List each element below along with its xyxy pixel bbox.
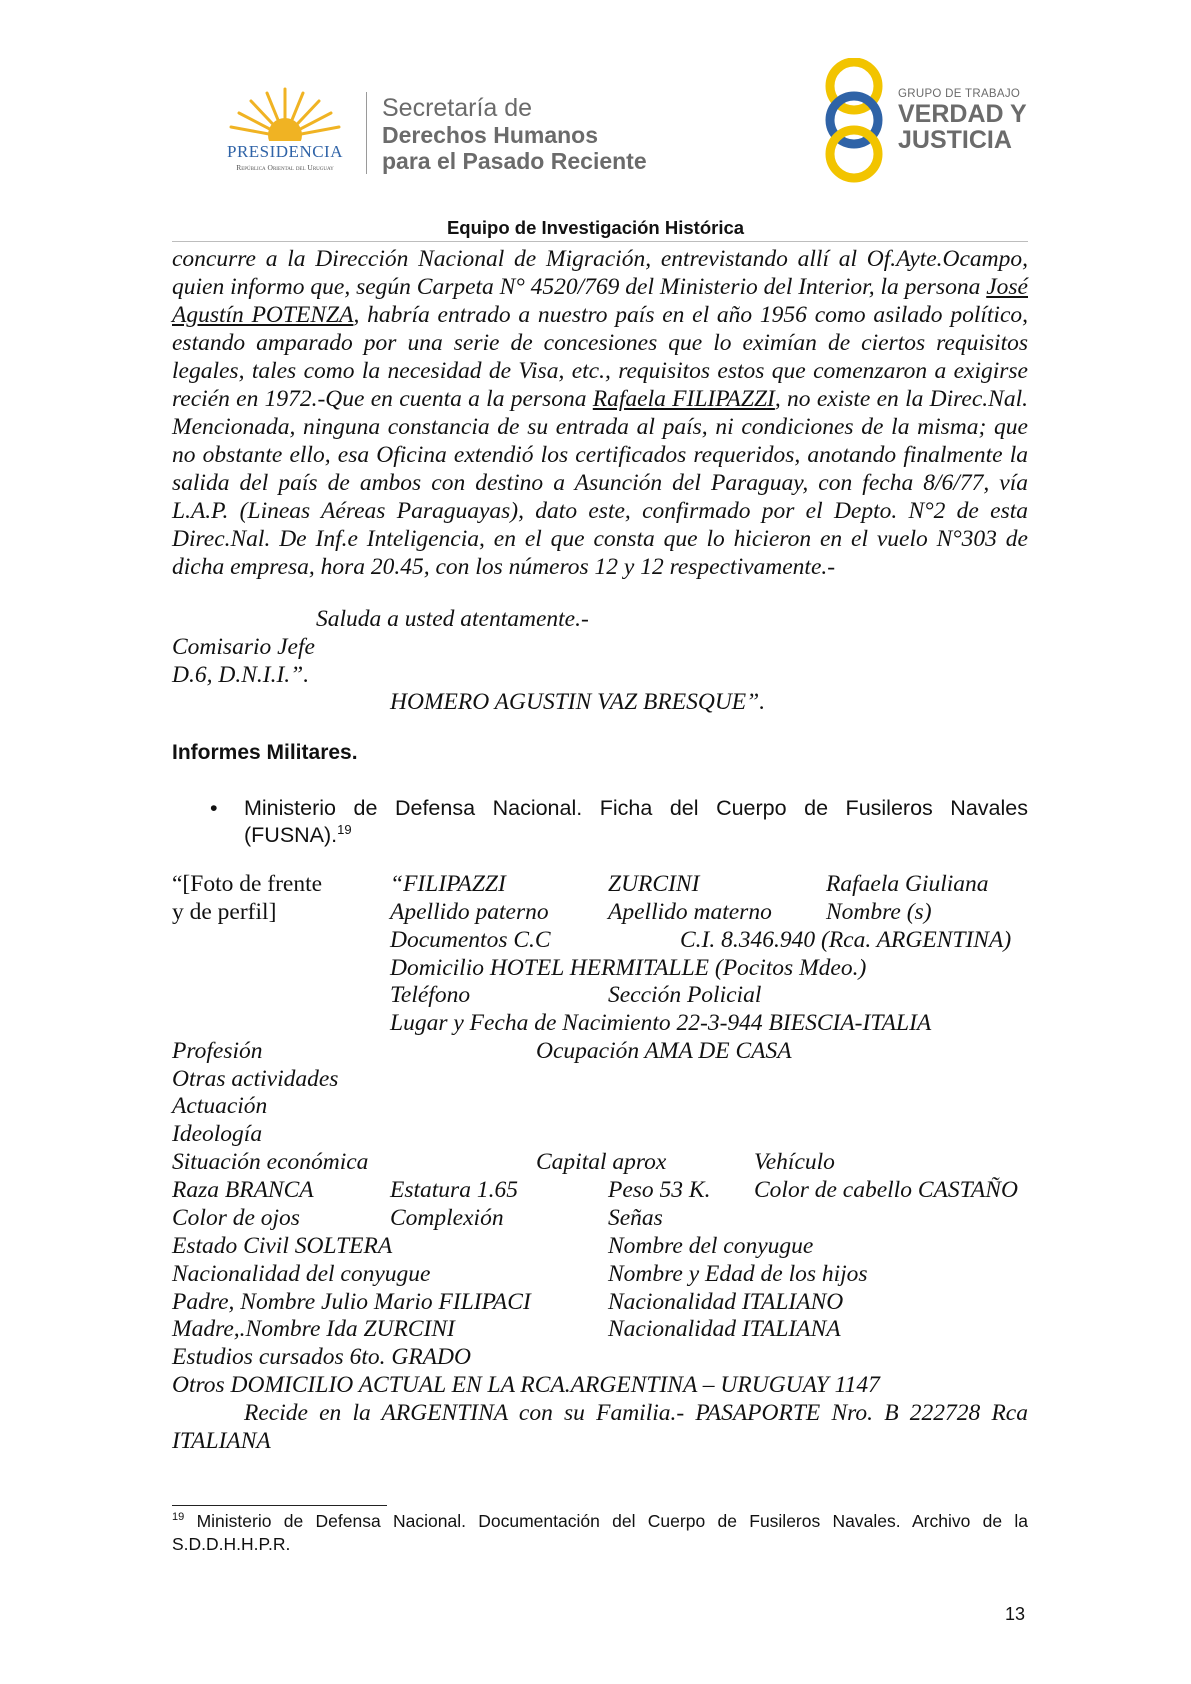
nombre-value: Rafaela Giuliana [826,871,989,897]
apellido-paterno-value: “FILIPAZZI [390,871,506,897]
person-name-potenza: José Agustín POTENZA [172,274,1028,328]
ojos-field: Color de ojos [172,1205,300,1231]
ci-field: C.I. 8.346.940 (Rca. ARGENTINA) [680,927,1012,953]
seccion-policial-field: Sección Policial [608,982,762,1008]
linked-rings-icon [818,58,890,183]
complexion-field: Complexión [390,1205,504,1231]
madre-field: Madre,.Nombre Ida ZURCINI [172,1316,455,1342]
letter-paragraph [172,245,1028,581]
nacionalidad-conyugue-field: Nacionalidad del conyugue [172,1261,431,1287]
gtvj-line1: VERDAD Y [898,100,1027,128]
footnote [172,1510,1028,1556]
secretaria-line1: Secretaría de [382,94,533,122]
presidencia-logo [205,85,365,180]
documentos-field: Documentos C.C [390,927,551,953]
hijos-field: Nombre y Edad de los hijos [608,1261,868,1287]
bullet-text: Ministerio de Defensa Nacional. Ficha del Cuerpo de Fusileros Navales (FUSNA). [244,796,1028,847]
logo-divider [366,92,367,174]
section-heading: Informes Militares. [172,741,358,764]
ocupacion-field: Ocupación AMA DE CASA [536,1038,792,1064]
padre-field: Padre, Nombre Julio Mario FILIPACI [172,1289,531,1315]
presidencia-logo-text: PRESIDENCIA [226,142,343,161]
estudios-field: Estudios cursados 6to. GRADO [172,1344,471,1370]
cabello-field: Color de cabello CASTAÑO [754,1177,1018,1203]
ideologia-field: Ideología [172,1121,263,1147]
domicilio-field: Domicilio HOTEL HERMITALLE (Pocitos Mdeo.) [390,955,867,981]
letter-text-b: , habría entrado a nuestro país en el año 1956 como asilado político, estando amparado por una serie de concesiones que lo eximían de ciertos requisitos legales, tales como la necesidad de Visa, etc., requisitos estos que comenzaron a exigirse recién en 1972.-Que en cuenta a la persona [172,302,1028,412]
nombre-label: Nombre (s) [826,899,932,925]
nombre-conyugue-field: Nombre del conyugue [608,1233,814,1259]
lugar-fecha-field: Lugar y Fecha de Nacimiento 22-3-944 BIESCIA-ITALIA [390,1010,932,1036]
bullet-item [172,795,1028,849]
recide-field: Recide en la ARGENTINA con su Familia.- PASAPORTE Nro. B 222728 Rca ITALIANA [172,1400,1028,1454]
situacion-economica-field: Situación económica [172,1149,369,1175]
apellido-paterno-label: Apellido paterno [390,899,549,925]
gtvj-line2: JUSTICIA [898,126,1012,154]
person-name-filipazzi: Rafaela FILIPAZZI [592,386,775,412]
otras-actividades-field: Otras actividades [172,1066,339,1092]
gtvj-small-text: GRUPO DE TRABAJO [898,88,1021,100]
letter-unit: D.6, D.N.I.I.”. [172,662,310,688]
senas-field: Señas [608,1205,663,1231]
estatura-field: Estatura 1.65 [390,1177,518,1203]
photo-placeholder-line1: “[Foto de frente [172,871,323,897]
footnote-text: Ministerio de Defensa Nacional. Documentación del Cuerpo de Fusileros Navales. Archivo de la S.D.D.H.H.P.R. [172,1511,1028,1554]
photo-placeholder-line2: y de perfil] [172,899,277,925]
letter-closing: Saluda a usted atentamente.- [316,606,589,632]
estado-civil-field: Estado Civil SOLTERA [172,1233,393,1259]
otros-field: Otros DOMICILIO ACTUAL EN LA RCA.ARGENTINA – URUGUAY 1147 [172,1372,880,1398]
padre-nacionalidad-field: Nacionalidad ITALIANO [608,1289,844,1315]
vehiculo-field: Vehículo [754,1149,835,1175]
footnote-rule [172,1505,387,1506]
footnote-number: 19 [172,1511,185,1524]
raza-field: Raza BRANCA [172,1177,314,1203]
peso-field: Peso 53 K. [608,1177,711,1203]
bullet-text-block [244,795,1028,849]
letter-text-a: concurre a la Dirección Nacional de Migración, entrevistando allí al Of.Ayte.Ocampo, quien informo que, según Carpeta N° 4520/769 del Ministerio del Interior, la persona [172,246,1028,300]
actuacion-field: Actuación [172,1093,268,1119]
sun-emblem-icon [205,85,365,145]
presidencia-logo-subtext: República Oriental del Uruguay [236,163,334,172]
letter-rank: Comisario Jefe [172,634,315,660]
verdad-justicia-logo [818,58,1028,183]
profesion-field: Profesión [172,1038,263,1064]
letter-text-c: , no existe en la Direc.Nal. Mencionada, ninguna constancia de su entrada al país, ni condiciones de la misma; que no obstante ello, esa Oficina extendió los certificados requeridos, anotando finalmente la salida del país de ambos con destino a Asunción del Paraguay, con fecha 8/6/77, vía L.A.P. (Lineas Aéreas Paraguayas), dato este, confirmado por el Depto. N°2 de esta Direc.Nal. De Inf.e Inteligencia, en el que consta que lo hicieron en el vuelo N°303 de dicha empresa, hora 20.45, con los números 12 y 12 respectivamente.- [172,386,1028,580]
footnote-ref: 19 [337,821,352,837]
letter-signature: HOMERO AGUSTIN VAZ BRESQUE”. [390,689,766,715]
apellido-materno-label: Apellido materno [608,899,772,925]
capital-field: Capital aprox [536,1149,667,1175]
secretaria-line2: Derechos Humanos [382,122,599,148]
page-number: 13 [1005,1604,1026,1624]
secretaria-line3: para el Pasado Reciente [382,148,647,174]
telefono-field: Teléfono [390,982,471,1008]
section-title: Equipo de Investigación Histórica [446,217,745,238]
secretaria-logo-text [382,94,647,174]
bullet-symbol: • [210,796,218,820]
header-rule [172,241,1028,242]
madre-nacionalidad-field: Nacionalidad ITALIANA [608,1316,841,1342]
apellido-materno-value: ZURCINI [608,871,700,897]
